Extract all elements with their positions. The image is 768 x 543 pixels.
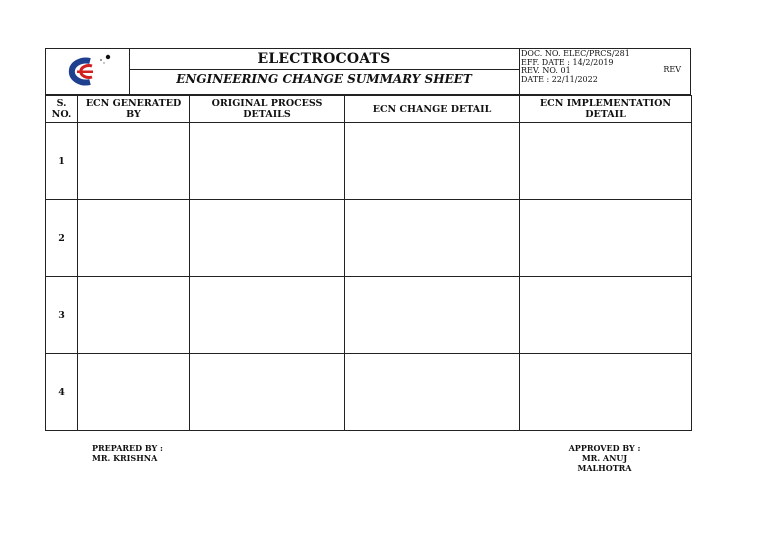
table-row <box>46 200 692 277</box>
prepared-by-block <box>92 443 163 463</box>
cell-ecn-change[interactable] <box>345 277 520 354</box>
cell-ecn-change[interactable] <box>345 200 520 277</box>
electrocoats-logo <box>46 49 129 94</box>
column-header-ecn-generated-by: ECN GENERATED BY <box>78 96 190 123</box>
approved-by-label: APPROVED BY : <box>568 443 641 453</box>
row-sno: 2 <box>46 200 78 277</box>
column-header-ecn-implementation: ECN IMPLEMENTATION DETAIL <box>520 96 692 123</box>
rev-label: REV <box>663 65 681 74</box>
cell-ecn-change[interactable] <box>345 354 520 431</box>
column-header-ecn-change: ECN CHANGE DETAIL <box>345 96 520 123</box>
document-date: DATE : 22/11/2022 <box>521 74 598 84</box>
row-sno: 4 <box>46 354 78 431</box>
cell-original-process[interactable] <box>190 277 345 354</box>
company-name: ELECTROCOATS <box>257 51 391 67</box>
approved-by-block <box>561 443 648 473</box>
approved-by-name: MR. ANUJ MALHOTRA <box>577 453 632 473</box>
doc-number: DOC. NO. ELEC/PRCS/281 <box>521 49 630 58</box>
cell-ecn-generated-by[interactable] <box>78 277 190 354</box>
cell-original-process[interactable] <box>190 200 345 277</box>
sheet-header <box>45 48 691 95</box>
row-sno: 1 <box>46 123 78 200</box>
cell-ecn-implementation[interactable] <box>520 354 692 431</box>
revision-number: REV. NO. 01 <box>521 66 571 75</box>
prepared-by-label: PREPARED BY : <box>92 443 163 453</box>
column-header-original-process: ORIGINAL PROCESS DETAILS <box>190 96 345 123</box>
cell-ecn-implementation[interactable] <box>520 200 692 277</box>
table-header-row <box>46 96 692 123</box>
cell-ecn-generated-by[interactable] <box>78 200 190 277</box>
effective-date: EFF. DATE : 14/2/2019 <box>521 57 614 67</box>
cell-original-process[interactable] <box>190 123 345 200</box>
cell-ecn-generated-by[interactable] <box>78 354 190 431</box>
table-row <box>46 277 692 354</box>
document-info <box>519 49 690 94</box>
row-sno: 3 <box>46 277 78 354</box>
title-cell <box>129 49 519 94</box>
ecn-table <box>45 95 692 431</box>
column-header-sno: S. NO. <box>46 96 78 123</box>
cell-original-process[interactable] <box>190 354 345 431</box>
sheet-title: ENGINEERING CHANGE SUMMARY SHEET <box>176 72 472 86</box>
cell-ecn-generated-by[interactable] <box>78 123 190 200</box>
cell-ecn-implementation[interactable] <box>520 277 692 354</box>
table-row <box>46 354 692 431</box>
table-row <box>46 123 692 200</box>
cell-ecn-implementation[interactable] <box>520 123 692 200</box>
title-divider <box>129 69 519 70</box>
prepared-by-name: MR. KRISHNA <box>92 453 158 463</box>
cell-ecn-change[interactable] <box>345 123 520 200</box>
logo-cell <box>46 49 130 94</box>
ecn-summary-sheet <box>45 48 691 431</box>
